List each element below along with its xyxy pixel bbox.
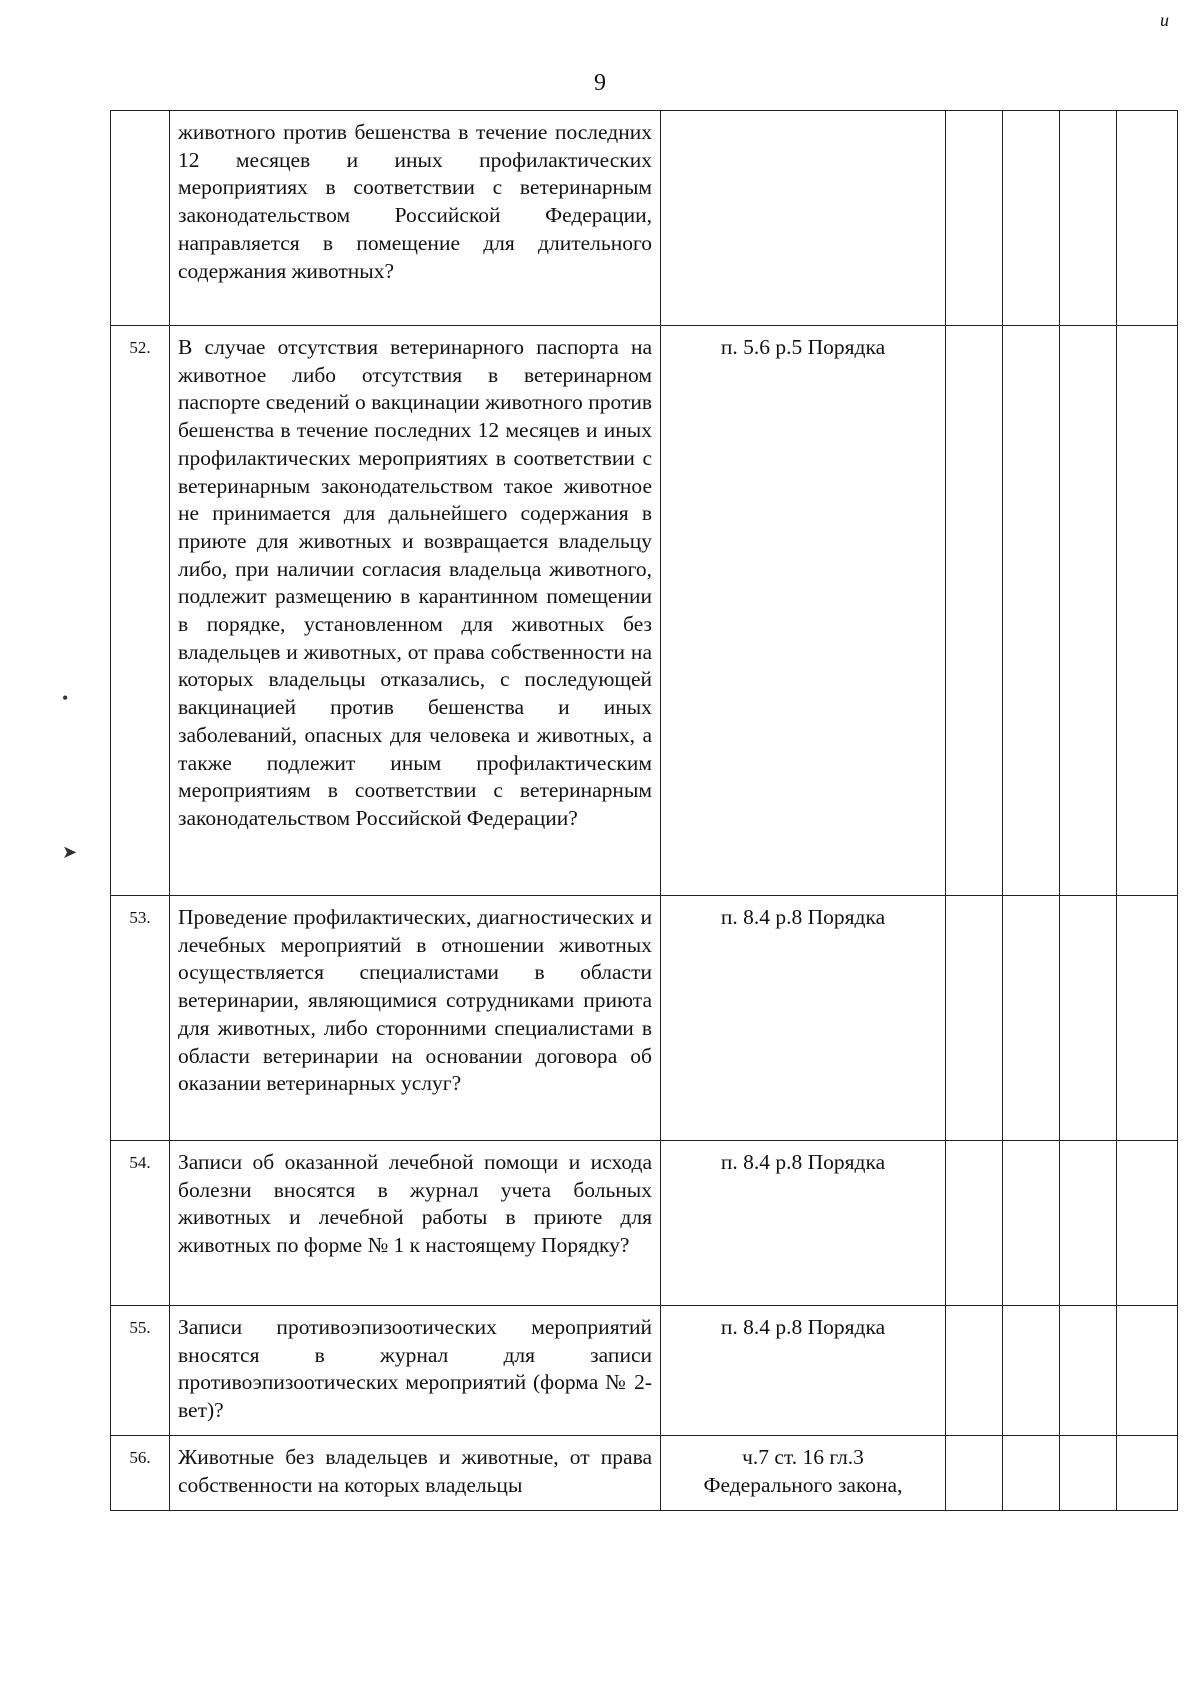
- row-number: 56.: [111, 1436, 170, 1511]
- answer-no-cell[interactable]: [1003, 1141, 1060, 1306]
- row-question: Животные без владельцев и животные, от права собственности на которых владельцы: [170, 1436, 661, 1511]
- answer-yes-cell[interactable]: [946, 896, 1003, 1141]
- row-reference: [661, 1436, 946, 1511]
- table-row: [111, 1306, 1178, 1436]
- row-reference: п. 5.6 р.5 Порядка: [661, 326, 946, 896]
- row-question: В случае отсутствия ветеринарного паспорта на животное либо отсутствия в ветеринарном паспорте сведений о вакцинации животного против бешенства в течение последних 12 месяцев и иных профилактических мероприятиях в соответствии с ветеринарным законодательством такое животное не принимается для дальнейшего содержания в приюте для животных и возвращается владельцу либо, при наличии согласия владельца животного, подлежит размещению в карантинном помещении в порядке, установленном для животных без владельцев и животных, от права собственности на которых владельцы отказались, с последующей вакцинацией против бешенства и иных заболеваний, опасных для человека и животных, а также подлежит иным профилактическим мероприятиям в соответствии с ветеринарным законодательством Российской Федерации?: [170, 326, 661, 896]
- row-number: 52.: [111, 326, 170, 896]
- note-cell[interactable]: [1117, 326, 1178, 896]
- row-number: [111, 111, 170, 326]
- answer-no-cell[interactable]: [1003, 326, 1060, 896]
- row-reference-line: ч.7 ст. 16 гл.3: [742, 1445, 864, 1469]
- answer-yes-cell[interactable]: [946, 1141, 1003, 1306]
- answer-yes-cell[interactable]: [946, 1436, 1003, 1511]
- margin-arrow-mark: ➤: [62, 842, 78, 862]
- note-cell[interactable]: [1117, 1436, 1178, 1511]
- margin-scan-mark: •: [62, 688, 69, 708]
- row-question: Записи об оказанной лечебной помощи и исхода болезни вносятся в журнал учета больных животных и лечебной работы в приюте для животных по форме № 1 к настоящему Порядку?: [170, 1141, 661, 1306]
- answer-no-cell[interactable]: [1003, 111, 1060, 326]
- answer-yes-cell[interactable]: [946, 326, 1003, 896]
- table-row: [111, 326, 1178, 896]
- table-row: [111, 111, 1178, 326]
- answer-na-cell[interactable]: [1060, 111, 1117, 326]
- row-reference: [661, 111, 946, 326]
- answer-na-cell[interactable]: [1060, 1141, 1117, 1306]
- row-question: Проведение профилактических, диагностических и лечебных мероприятий в отношении животных осуществляется специалистами в области ветеринарии, являющимися сотрудниками приюта для животных, либо сторонними специалистами в области ветеринарии на основании договора об оказании ветеринарных услуг?: [170, 896, 661, 1141]
- row-number: 53.: [111, 896, 170, 1141]
- note-cell[interactable]: [1117, 896, 1178, 1141]
- answer-na-cell[interactable]: [1060, 896, 1117, 1141]
- row-reference: п. 8.4 р.8 Порядка: [661, 1306, 946, 1436]
- answer-na-cell[interactable]: [1060, 326, 1117, 896]
- table-row: [111, 896, 1178, 1141]
- row-question: животного против бешенства в течение последних 12 месяцев и иных профилактических мероприятиях в соответствии с ветеринарным законодательством Российской Федерации, направляется в помещение для длительного содержания животных?: [170, 111, 661, 326]
- answer-na-cell[interactable]: [1060, 1306, 1117, 1436]
- answer-yes-cell[interactable]: [946, 111, 1003, 326]
- row-question: Записи противоэпизоотических мероприятий вносятся в журнал для записи противоэпизоотических мероприятий (форма № 2-вет)?: [170, 1306, 661, 1436]
- row-reference-line: Федерального закона,: [703, 1472, 903, 1497]
- row-reference: п. 8.4 р.8 Порядка: [661, 896, 946, 1141]
- note-cell[interactable]: [1117, 1306, 1178, 1436]
- answer-na-cell[interactable]: [1060, 1436, 1117, 1511]
- table-row: [111, 1436, 1178, 1511]
- answer-no-cell[interactable]: [1003, 1306, 1060, 1436]
- row-number: 55.: [111, 1306, 170, 1436]
- table-row: [111, 1141, 1178, 1306]
- note-cell[interactable]: [1117, 1141, 1178, 1306]
- row-number: 54.: [111, 1141, 170, 1306]
- answer-no-cell[interactable]: [1003, 896, 1060, 1141]
- note-cell[interactable]: [1117, 111, 1178, 326]
- checklist-table: [110, 110, 1178, 1511]
- row-reference: п. 8.4 р.8 Порядка: [661, 1141, 946, 1306]
- corner-handwritten-mark: и: [1160, 10, 1169, 30]
- page-number: 9: [594, 70, 606, 96]
- answer-no-cell[interactable]: [1003, 1436, 1060, 1511]
- answer-yes-cell[interactable]: [946, 1306, 1003, 1436]
